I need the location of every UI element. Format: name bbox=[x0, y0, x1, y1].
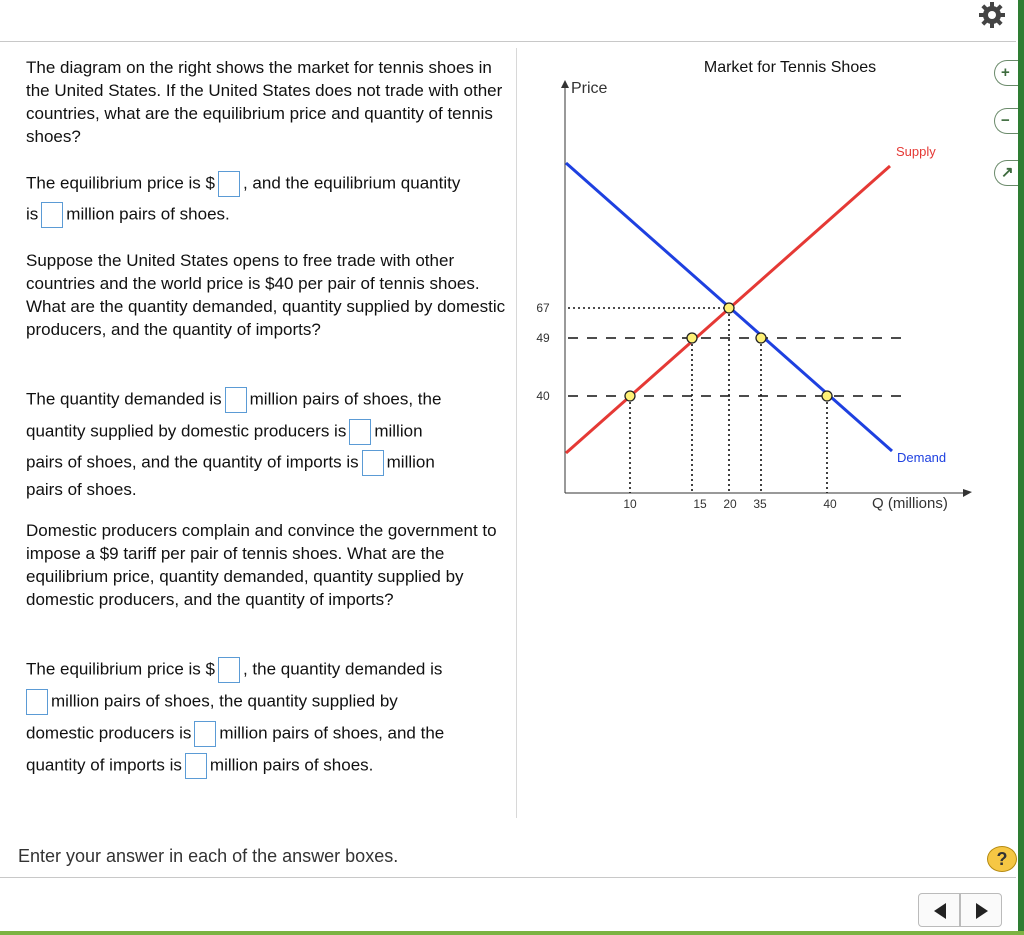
equilibrium-line-2 bbox=[26, 202, 230, 228]
footer-divider bbox=[0, 877, 1016, 878]
tariff-question: Domestic producers complain and convince the government to impose a $9 tariff per pair of tennis shoes. What are the equilibrium price, quantity demanded, quantity supplied by domestic producers, and the quantity of imports? bbox=[26, 521, 497, 609]
text: The equilibrium price is $ bbox=[26, 173, 215, 193]
trade-line-2 bbox=[26, 419, 423, 445]
x-tick-label-15: 15 bbox=[693, 497, 707, 511]
instruction-text: Enter your answer in each of the answer boxes. bbox=[18, 846, 399, 866]
trade-line-3 bbox=[26, 450, 435, 476]
previous-button[interactable] bbox=[918, 893, 960, 927]
top-divider bbox=[0, 41, 1016, 42]
text: million bbox=[386, 452, 435, 472]
domestic-supply-input[interactable] bbox=[349, 419, 371, 445]
expand-icon[interactable]: ↗ bbox=[994, 160, 1020, 186]
equilibrium-line-1 bbox=[26, 171, 460, 197]
y-axis-label: Price bbox=[571, 80, 608, 97]
zoom-out-icon[interactable]: − bbox=[994, 108, 1020, 134]
equilibrium-price-input[interactable] bbox=[218, 171, 240, 197]
bottom-edge-bar bbox=[0, 931, 1024, 935]
text: million bbox=[374, 421, 423, 441]
market-chart bbox=[520, 48, 990, 528]
x-axis-arrow bbox=[963, 489, 972, 497]
question-intro: The diagram on the right shows the market for tennis shoes in the United States. If the United States does not trade with other countries, what are the equilibrium price and quantity of tennis shoes? bbox=[26, 58, 503, 146]
equilibrium-quantity-input[interactable] bbox=[41, 202, 63, 228]
text: pairs of shoes, and the quantity of imports is bbox=[26, 452, 359, 472]
right-edge-bar bbox=[1018, 0, 1024, 935]
free-trade-question: Suppose the United States opens to free trade with other countries and the world price is $40 per pair of tennis shoes. What are the quantity demanded, quantity supplied by domestic producers, and the quantity of imports? bbox=[26, 251, 506, 339]
text: million pairs of shoes, and the bbox=[219, 723, 445, 743]
demand-label: Demand bbox=[897, 450, 947, 465]
help-icon[interactable]: ? bbox=[987, 846, 1017, 872]
x-tick-label-40: 40 bbox=[823, 497, 837, 511]
text: million pairs of shoes. bbox=[209, 755, 374, 775]
text: domestic producers is bbox=[26, 723, 192, 743]
text: The equilibrium price is $ bbox=[26, 659, 215, 679]
tariff-line-3 bbox=[26, 721, 444, 747]
x-tick-label-10: 10 bbox=[623, 497, 637, 511]
equilibrium-point bbox=[687, 333, 697, 343]
zoom-in-icon[interactable]: + bbox=[994, 60, 1020, 86]
x-axis-label: Q (millions) bbox=[872, 495, 948, 512]
x-tick-label-35: 35 bbox=[753, 497, 767, 511]
y-tick-label-67: 67 bbox=[536, 301, 550, 315]
x-tick-label-20: 20 bbox=[723, 497, 737, 511]
equilibrium-point bbox=[724, 303, 734, 313]
tariff-line-1 bbox=[26, 657, 442, 683]
trade-line-4: pairs of shoes. bbox=[26, 480, 137, 499]
trade-line-1 bbox=[26, 387, 441, 413]
gear-icon[interactable] bbox=[977, 0, 1007, 30]
quantity-demanded-input[interactable] bbox=[225, 387, 247, 413]
y-tick-label-49: 49 bbox=[536, 331, 550, 345]
imports-input[interactable] bbox=[362, 450, 384, 476]
tariff-line-2 bbox=[23, 689, 398, 715]
chart-title: Market for Tennis Shoes bbox=[703, 59, 877, 76]
text: quantity of imports is bbox=[26, 755, 182, 775]
text: The quantity demanded is bbox=[26, 389, 222, 409]
equilibrium-point bbox=[625, 391, 635, 401]
text: , and the equilibrium quantity bbox=[242, 173, 461, 193]
supply-label: Supply bbox=[896, 144, 936, 159]
arrow-right-icon bbox=[961, 894, 1003, 928]
text: million pairs of shoes, the quantity supplied by bbox=[51, 691, 398, 711]
text: quantity supplied by domestic producers is bbox=[26, 421, 347, 441]
arrow-left-icon bbox=[919, 894, 961, 928]
next-button[interactable] bbox=[960, 893, 1002, 927]
text: , the quantity demanded is bbox=[242, 659, 443, 679]
equilibrium-point bbox=[756, 333, 766, 343]
tariff-price-input[interactable] bbox=[218, 657, 240, 683]
text: is bbox=[26, 204, 39, 224]
tariff-domestic-supply-input[interactable] bbox=[194, 721, 216, 747]
tariff-imports-input[interactable] bbox=[185, 753, 207, 779]
y-axis-arrow bbox=[561, 80, 569, 88]
y-tick-label-40: 40 bbox=[536, 389, 550, 403]
tariff-line-4 bbox=[26, 753, 373, 779]
tariff-quantity-demanded-input[interactable] bbox=[26, 689, 48, 715]
text: million pairs of shoes, the bbox=[249, 389, 442, 409]
equilibrium-point bbox=[822, 391, 832, 401]
text: million pairs of shoes. bbox=[66, 204, 230, 224]
column-divider bbox=[516, 48, 517, 818]
